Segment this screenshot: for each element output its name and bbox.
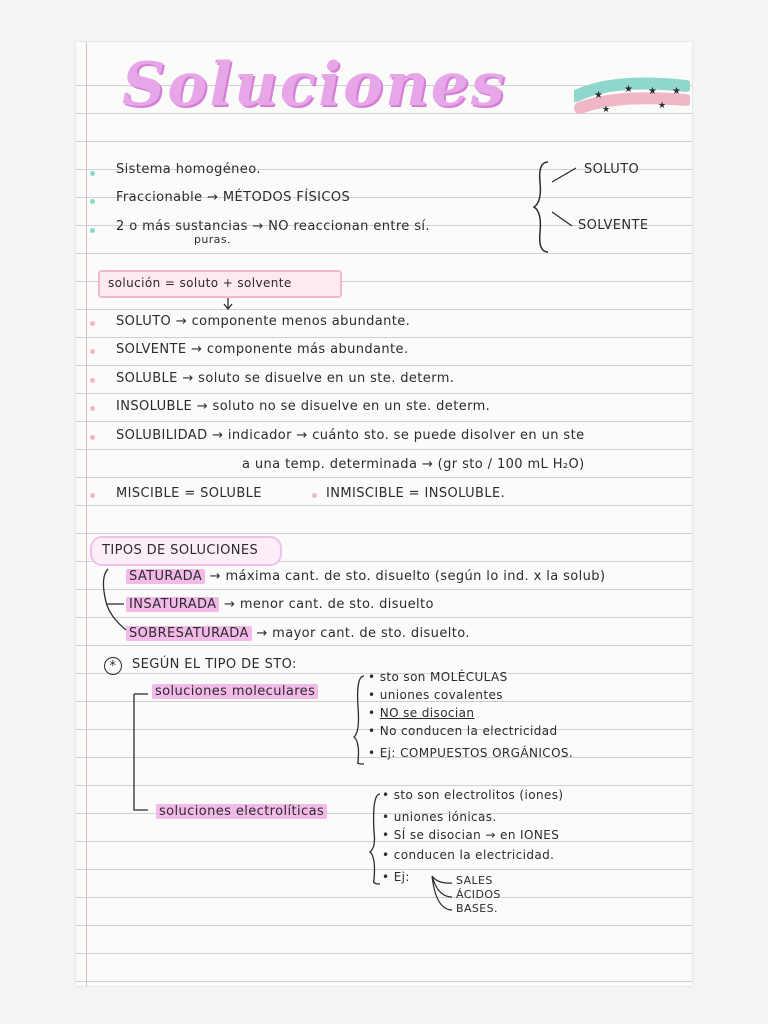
bullet-icon	[312, 493, 317, 498]
arrow: →	[182, 371, 194, 386]
def-term: SOLUBLE	[116, 371, 178, 386]
example-sales: SALES	[456, 874, 493, 887]
def-term: SOLVENTE	[116, 342, 187, 357]
arrow: →	[191, 342, 203, 357]
def-row-5	[116, 428, 584, 443]
intro-item-3: 2 o más sustancias → NO reaccionan entre sí.	[116, 219, 430, 234]
bullet-icon	[90, 493, 95, 498]
molec-item-3: • NO se disocian	[368, 706, 475, 720]
def-row-3	[116, 371, 454, 386]
bullet-icon	[90, 378, 95, 383]
molec-item-2: • uniones covalentes	[368, 688, 503, 702]
tipo-label: SOBRESATURADA	[126, 626, 252, 641]
molec-item-text: NO se disocian	[379, 706, 475, 720]
formula-text: solución = soluto + solvente	[108, 276, 292, 290]
electro-item-4: • conducen la electricidad.	[382, 848, 555, 862]
star-icon: *	[104, 657, 122, 675]
def-text: soluto no se disuelve en un ste. determ.	[212, 399, 491, 414]
bullet-icon	[90, 171, 95, 176]
electro-item-3: • SÍ se disocian → en IONES	[382, 828, 560, 842]
moleculares-label	[152, 684, 318, 699]
electro-item-text: Ej:	[393, 870, 410, 884]
svg-text:★: ★	[594, 90, 603, 101]
electro-item-1: • sto son electrolitos (iones)	[382, 788, 564, 802]
molec-item-text: uniones covalentes	[379, 688, 503, 702]
def-term: INSOLUBLE	[116, 399, 193, 414]
def-row-2	[116, 342, 408, 357]
electro-item-text: SÍ se disocian → en IONES	[393, 828, 560, 842]
bullet-icon	[90, 321, 95, 326]
electroliticas-label-text: soluciones electrolíticas	[156, 804, 327, 819]
electro-item-5: • Ej:	[382, 870, 410, 884]
electro-item-text: conducen la electricidad.	[393, 848, 555, 862]
connector-lines	[76, 42, 692, 986]
svg-text:★: ★	[672, 86, 681, 97]
molec-item-text: Ej: COMPUESTOS ORGÁNICOS.	[379, 746, 574, 760]
tipo-row-3	[126, 626, 470, 641]
tipo-text: → mayor cant. de sto. disuelto.	[256, 626, 470, 641]
tipo-row-2	[126, 597, 434, 612]
note-puras: puras.	[194, 233, 231, 246]
segun-heading: SEGÚN EL TIPO DE STO:	[132, 657, 297, 672]
electroliticas-label	[156, 804, 327, 819]
page-title: Soluciones	[122, 50, 507, 120]
molec-item-text: No conducen la electricidad	[379, 724, 558, 738]
electro-item-2: • uniones iónicas.	[382, 810, 497, 824]
bullet-icon	[90, 199, 95, 204]
electro-item-text: sto son electrolitos (iones)	[393, 788, 564, 802]
svg-text:★: ★	[624, 84, 633, 95]
def-text: soluto se disuelve en un ste. determ.	[198, 371, 455, 386]
svg-text:★: ★	[648, 86, 657, 97]
bullet-icon	[90, 228, 95, 233]
def-text: indicador → cuánto sto. se puede disolver en un ste	[227, 428, 585, 443]
def-term: SOLUBILIDAD	[116, 428, 208, 443]
def-text: componente menos abundante.	[191, 314, 411, 329]
def-term: SOLUTO	[116, 314, 172, 329]
rainbow-doodle	[574, 76, 690, 122]
molec-item-5: • Ej: COMPUESTOS ORGÁNICOS.	[368, 746, 574, 760]
intro-item-1: Sistema homogéneo.	[116, 162, 261, 177]
arrow: →	[212, 428, 224, 443]
tipos-heading-box	[90, 536, 282, 566]
def-row-4	[116, 399, 490, 414]
molec-item-text: sto son MOLÉCULAS	[379, 670, 508, 684]
arrow: →	[196, 399, 208, 414]
def-text: componente más abundante.	[206, 342, 409, 357]
bullet-icon	[90, 349, 95, 354]
bullet-icon	[90, 406, 95, 411]
moleculares-label-text: soluciones moleculares	[152, 684, 318, 699]
tipo-row-1	[126, 569, 605, 584]
molec-item-1: • sto son MOLÉCULAS	[368, 670, 508, 684]
branch-soluto: SOLUTO	[584, 162, 640, 177]
example-bases: BASES.	[456, 902, 498, 915]
branch-solvente: SOLVENTE	[578, 218, 649, 233]
bullet-icon	[90, 435, 95, 440]
tipo-text: → menor cant. de sto. disuelto	[224, 597, 434, 612]
notebook-page	[76, 42, 692, 986]
example-acidos: ÁCIDOS	[456, 888, 501, 901]
miscible-text: MISCIBLE = SOLUBLE	[116, 486, 262, 501]
intro-item-2: Fraccionable → MÉTODOS FÍSICOS	[116, 190, 351, 205]
inmiscible-text: INMISCIBLE = INSOLUBLE.	[326, 486, 506, 501]
formula-box	[98, 270, 342, 298]
svg-text:★: ★	[658, 101, 667, 111]
tipo-label: SATURADA	[126, 569, 205, 584]
arrow: →	[175, 314, 188, 329]
solubilidad-line2: a una temp. determinada → (gr sto / 100 mL H₂O)	[242, 457, 585, 472]
molec-item-4: • No conducen la electricidad	[368, 724, 558, 738]
svg-text:★: ★	[602, 105, 611, 115]
def-row-1	[116, 314, 410, 329]
tipos-heading: TIPOS DE SOLUCIONES	[102, 543, 259, 558]
tipo-label: INSATURADA	[126, 597, 219, 612]
tipo-text: → máxima cant. de sto. disuelto (según lo ind. x la solub)	[209, 569, 606, 584]
electro-item-text: uniones iónicas.	[393, 810, 497, 824]
